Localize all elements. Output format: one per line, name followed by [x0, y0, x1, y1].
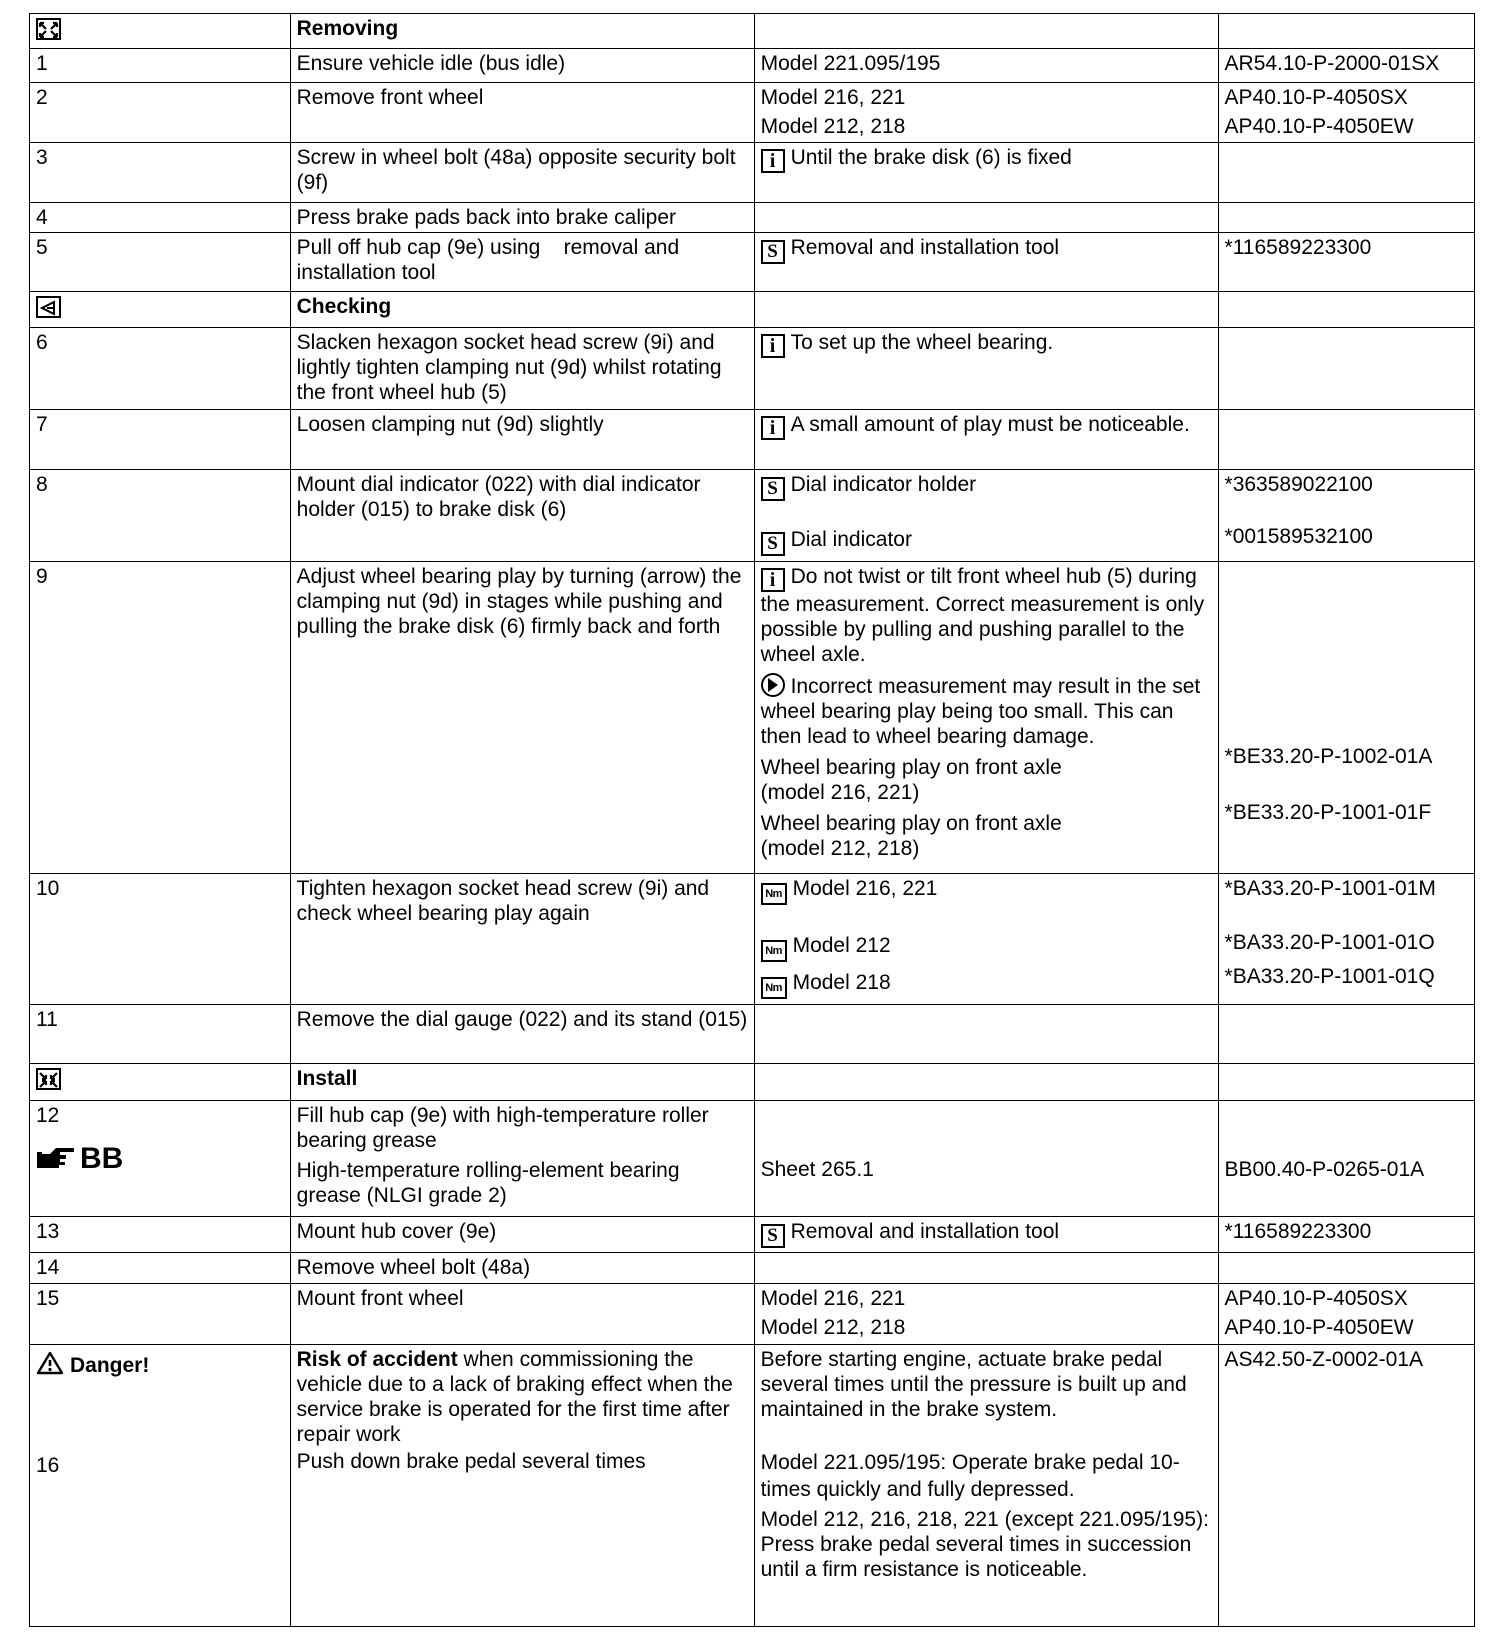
- document-link[interactable]: *BA33.20-P-1001-01M: [1224, 876, 1436, 900]
- document-link[interactable]: BB00.40-P-0265-01A: [1224, 1157, 1425, 1181]
- danger-label: Danger!: [70, 1354, 150, 1378]
- section-row-removing: [30, 14, 1475, 49]
- document-link[interactable]: AP40.10-P-4050SX: [1224, 1286, 1408, 1310]
- risk-label: Risk of accident: [296, 1348, 458, 1372]
- torque-icon: Nm: [761, 883, 787, 905]
- warning-triangle-icon: [36, 1351, 64, 1381]
- table-row: 3 Screw in wheel bolt (48a) opposite security bolt (9f) i Until the brake disk (6) is fixed: [30, 143, 1475, 202]
- document-link[interactable]: *116589223300: [1218, 232, 1474, 291]
- special-tool-icon: S: [761, 1224, 785, 1248]
- bb-label: BB: [80, 1141, 124, 1175]
- document-link[interactable]: *BA33.20-P-1001-01Q: [1224, 964, 1435, 988]
- remove-install-icon: [36, 1068, 61, 1090]
- table-row: 10 Tighten hexagon socket head screw (9i) and check wheel bearing play again Nm Model 216, 221 Nm Model 212 Nm Model 218 *BA33.20-P-1001-01M *BA33.20-P-1001-01O *BA33.20-P-1001-01Q: [30, 873, 1475, 1005]
- document-link[interactable]: *BE33.20-P-1002-01A: [1224, 744, 1433, 768]
- table-row: 13 Mount hub cover (9e) S Removal and installation tool *116589223300: [30, 1216, 1475, 1252]
- caution-icon: [761, 673, 785, 697]
- table-row: 12 BB Fill hub cap (9e) with high-temperature roller bearing grease High-temperature rolling-element bearing grease (NLGI grade 2) Sheet 265.1 BB00.40-P-0265-01A: [30, 1100, 1475, 1216]
- table-row: 5 Pull off hub cap (9e) using removal and installation tool S Removal and installation tool *116589223300: [30, 232, 1475, 291]
- info-icon: i: [761, 568, 785, 592]
- info-icon: i: [761, 334, 785, 358]
- special-tool-icon: S: [761, 240, 785, 264]
- torque-icon: Nm: [761, 940, 787, 962]
- checking-icon: [36, 296, 61, 318]
- remove-install-icon: [36, 18, 61, 40]
- document-link[interactable]: AP40.10-P-4050SX: [1224, 86, 1408, 110]
- document-link[interactable]: AP40.10-P-4050EW: [1224, 1315, 1414, 1339]
- table-row: 8 Mount dial indicator (022) with dial indicator holder (015) to brake disk (6) S Dial indicator holder S Dial indicator *363589022100 *001589532100: [30, 469, 1475, 561]
- table-row: 4 Press brake pads back into brake caliper: [30, 202, 1475, 232]
- info-icon: i: [761, 149, 785, 173]
- special-tool-icon: S: [761, 532, 785, 556]
- pointing-hand-icon: [36, 1146, 76, 1176]
- info-icon: i: [761, 416, 785, 440]
- section-row-checking: [30, 291, 1475, 327]
- table-row: 6 Slacken hexagon socket head screw (9i) and lightly tighten clamping nut (9d) whilst rotating the front wheel hub (5) i To set up the wheel bearing.: [30, 327, 1475, 409]
- table-row: 7 Loosen clamping nut (9d) slightly i A small amount of play must be noticeable.: [30, 409, 1475, 469]
- section-title: Checking: [290, 291, 754, 327]
- table-row: 15 Mount front wheel Model 216, 221 Model 212, 218 AP40.10-P-4050SX AP40.10-P-4050EW: [30, 1283, 1475, 1344]
- torque-icon: Nm: [761, 977, 787, 999]
- document-link[interactable]: *363589022100: [1224, 472, 1373, 496]
- section-row-install: [30, 1064, 1475, 1100]
- procedure-table: [29, 13, 1475, 1627]
- document-link[interactable]: AS42.50-Z-0002-01A: [1218, 1345, 1474, 1627]
- table-row: Danger! 16 Risk of accident when commissioning the vehicle due to a lack of braking effect when the service brake is operated for the first time after repair work Push down brake pedal several times Before starting engine, actuate brake pedal several times until the pressure is built up and maintained in the brake system. Model 221.095/195: Operate brake pedal 10-times quickly and fully depressed. Model 212, 216, 218, 221 (except 221.095/195): Press brake pedal several times in succession until a firm resistance is noticeable. AS42.50-Z-0002-01A: [30, 1345, 1475, 1627]
- document-link[interactable]: *116589223300: [1218, 1216, 1474, 1252]
- document-link[interactable]: AR54.10-P-2000-01SX: [1218, 49, 1474, 83]
- document-link[interactable]: *BA33.20-P-1001-01O: [1224, 930, 1435, 954]
- table-row: 1 Ensure vehicle idle (bus idle) Model 221.095/195 AR54.10-P-2000-01SX: [30, 49, 1475, 83]
- table-row: 11 Remove the dial gauge (022) and its stand (015): [30, 1005, 1475, 1064]
- table-row: 2 Remove front wheel Model 216, 221 Model 212, 218 AP40.10-P-4050SX AP40.10-P-4050EW: [30, 83, 1475, 143]
- table-row: 14 Remove wheel bolt (48a): [30, 1252, 1475, 1283]
- special-tool-icon: S: [761, 477, 785, 501]
- document-link[interactable]: *001589532100: [1224, 524, 1373, 548]
- document-link[interactable]: AP40.10-P-4050EW: [1224, 115, 1414, 139]
- table-row: 9 Adjust wheel bearing play by turning (arrow) the clamping nut (9d) in stages while pushing and pulling the brake disk (6) firmly back and forth i Do not twist or tilt front wheel hub (5) during the measurement. Correct measurement is only possible by pulling and pushing parallel to the wheel axle. Incorrect measurement may result in the set wheel bearing play being too small. This can then lead to wheel bearing damage. Wheel bearing play on front axle (model 216, 221) Wheel bearing play on front axle (model 212, 218) *BE33.20-P-1002-01A *BE33.20-P-1001-01F: [30, 561, 1475, 873]
- section-title: Install: [290, 1064, 754, 1100]
- section-title: Removing: [290, 14, 754, 49]
- document-link[interactable]: *BE33.20-P-1001-01F: [1224, 800, 1432, 824]
